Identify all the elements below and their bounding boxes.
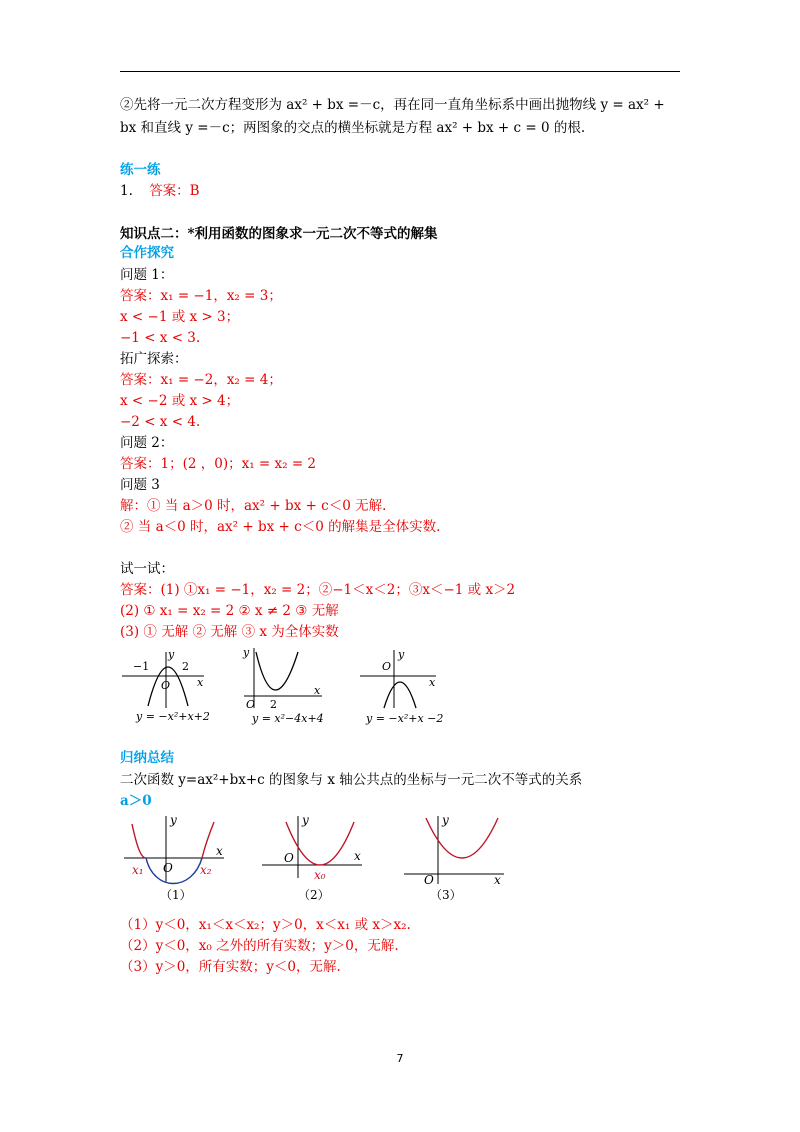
graph2-label-2: 2: [270, 698, 277, 711]
header-rule: [120, 71, 680, 72]
sfig1-x-label: x: [216, 844, 223, 858]
sfig1-y-label: y: [170, 813, 177, 827]
summary-fig-3: [400, 812, 510, 902]
try-answer-1: 答案：(1) ①x₁ = −1，x₂ = 2；②−1＜x＜2；③x＜−1 或 x＞2: [120, 582, 516, 598]
answer-number: 1.: [120, 183, 133, 199]
ext-answer-3: −2 < x < 4.: [120, 414, 201, 430]
graph3-x-label: x: [429, 676, 436, 689]
summary-result-3: （3）y＞0，所有实数；y＜0，无解.: [120, 959, 341, 975]
q1-label: 问题 1：: [120, 267, 174, 283]
sfig2-x0: x₀: [314, 868, 326, 882]
try-label: 试一试：: [120, 561, 174, 577]
kp2-heading: 知识点二：*利用函数的图象求一元二次不等式的解集: [120, 226, 438, 242]
graph3-caption: y = −x²+x −2: [366, 712, 444, 725]
summary-result-2: （2）y＜0，x₀ 之外的所有实数；y＞0，无解.: [120, 938, 399, 954]
graph1-origin: O: [161, 679, 171, 692]
try-graph-2: [240, 642, 330, 728]
coop-heading: 合作探究: [120, 245, 174, 261]
try-graph-3: [356, 646, 456, 726]
try-answer-3: (3) ① 无解 ② 无解 ③ x 为全体实数: [120, 624, 339, 640]
summary-fig-1: [120, 812, 230, 902]
ext-answer-2: x < −2 或 x > 4；: [120, 393, 240, 409]
graph2-origin: O: [246, 698, 256, 711]
graph1-y-label: y: [168, 648, 175, 661]
graph3-origin: O: [382, 660, 392, 673]
sfig2-y-label: y: [302, 813, 309, 827]
sfig3-origin: O: [424, 873, 434, 887]
graph2-x-label: x: [314, 684, 321, 697]
graph2-caption: y = x²−4x+4: [252, 712, 324, 725]
summary-description: 二次函数 y=ax²+bx+c 的图象与 x 轴公共点的坐标与一元二次不等式的关系: [120, 772, 583, 788]
page-number: 7: [396, 1052, 404, 1065]
sfig1-origin: O: [163, 861, 173, 875]
summary-heading: 归纳总结: [120, 750, 174, 766]
graph2-y-label: y: [243, 646, 250, 659]
sfig3-x-label: x: [494, 873, 501, 887]
q1-answer-3: −1 < x < 3.: [120, 330, 201, 346]
q2-answer: 答案：1；(2 ，0)；x₁ = x₂ = 2: [120, 456, 317, 472]
sfig2-origin: O: [284, 851, 294, 865]
summary-fig-2: [258, 812, 368, 902]
practice-heading: 练一练: [120, 162, 161, 178]
try-answer-2: (2) ① x₁ = x₂ = 2 ② x ≠ 2 ③ 无解: [120, 603, 339, 619]
try-graph-1: [118, 646, 218, 726]
sfig3-caption: （3）: [430, 888, 462, 902]
ext-label: 拓广探索：: [120, 351, 188, 367]
sfig3-y-label: y: [442, 813, 449, 827]
ext-answer-1: 答案：x₁ = −2，x₂ = 4；: [120, 372, 282, 388]
graph3-y-label: y: [398, 648, 405, 661]
sfig1-x2: x₂: [200, 863, 212, 877]
sfig1-caption: （1）: [160, 888, 192, 902]
sfig1-x1: x₁: [132, 863, 144, 877]
graph1-caption: y = −x²+x+2: [136, 710, 210, 723]
answer-text: 答案：B: [149, 183, 200, 199]
graph1-label-2: 2: [182, 660, 189, 673]
summary-case: a＞0: [120, 793, 152, 809]
q2-label: 问题 2：: [120, 435, 174, 451]
graph1-x-label: x: [197, 676, 204, 689]
practice-answer: [120, 182, 200, 200]
intro-line-2: bx 和直线 y =－c；两图象的交点的横坐标就是方程 ax² + bx + c = 0 的根.: [120, 120, 586, 136]
q3-label: 问题 3: [120, 477, 160, 493]
intro-line-1: ②先将一元二次方程变形为 ax² + bx =－c，再在同一直角坐标系中画出抛物线 y = ax² +: [120, 97, 665, 113]
q3-answer-1: 解：① 当 a＞0 时，ax² + bx + c＜0 无解.: [120, 498, 387, 514]
q1-answer-2: x < −1 或 x > 3；: [120, 309, 240, 325]
summary-result-1: （1）y＜0，x₁＜x＜x₂；y＞0，x＜x₁ 或 x＞x₂.: [120, 917, 411, 933]
sfig2-caption: （2）: [298, 888, 330, 902]
q3-answer-2: ② 当 a＜0 时，ax² + bx + c＜0 的解集是全体实数.: [120, 519, 441, 535]
sfig2-x-label: x: [354, 849, 361, 863]
q1-answer-1: 答案：x₁ = −1，x₂ = 3；: [120, 288, 282, 304]
graph1-label-minus1: −1: [133, 660, 150, 673]
